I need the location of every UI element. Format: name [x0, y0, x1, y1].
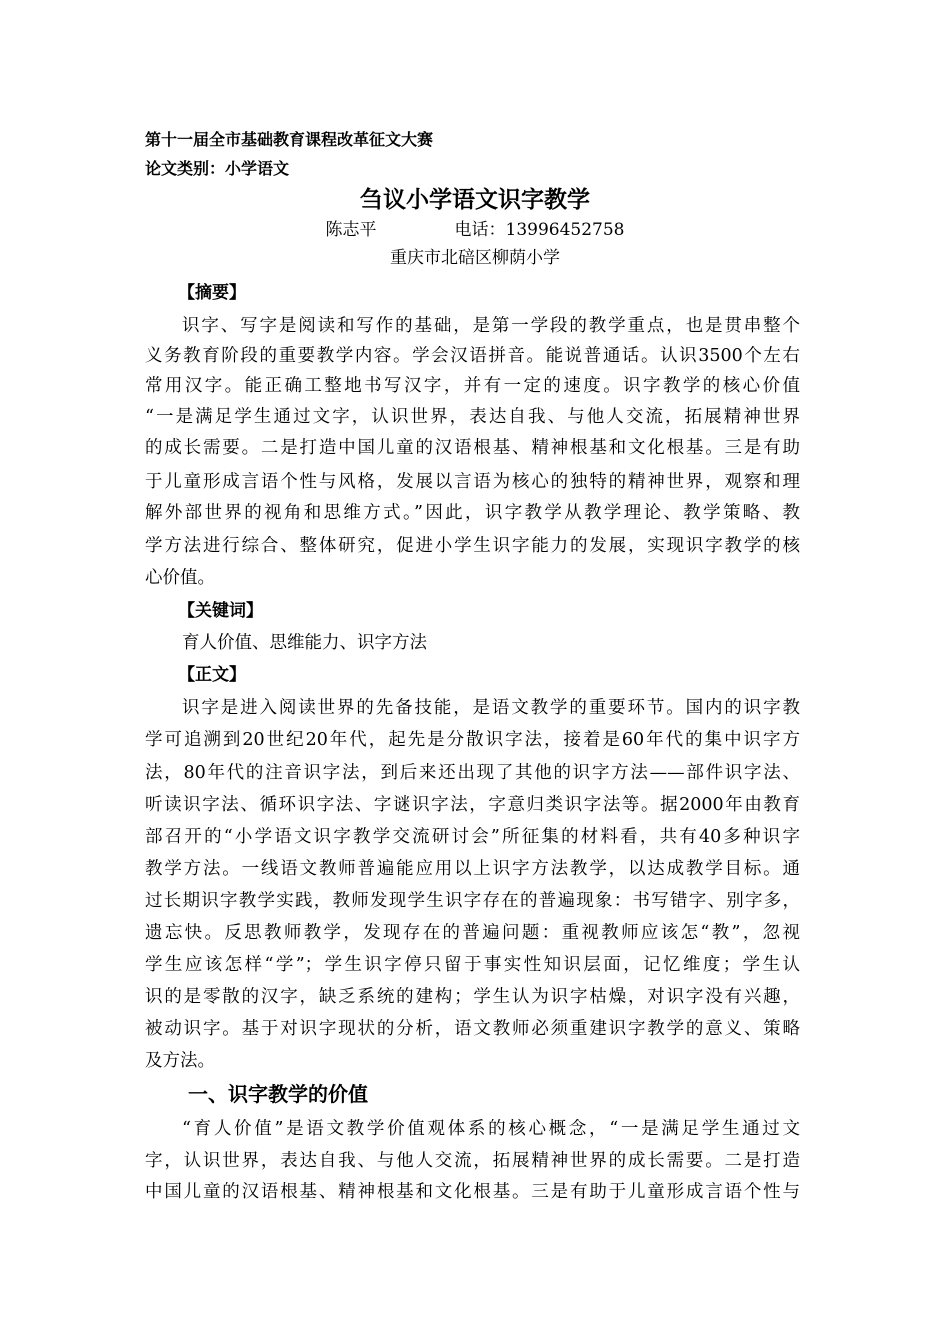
- keywords-text: 育人价值、思维能力、识字方法: [182, 633, 427, 653]
- body-line: 学生应该怎样“学”；学生识字停只留于事实性知识层面，记忆维度；学生认: [145, 955, 800, 975]
- abstract-label: 【摘要】: [178, 283, 246, 303]
- body-line: 法，80年代的注音识字法，到后来还出现了其他的识字方法——部件识字法、: [145, 763, 800, 783]
- body-line: 听读识字法、循环识字法、字谜识字法，字意归类识字法等。据2000年由教育: [145, 795, 800, 815]
- abstract-line: 解外部世界的视角和思维方式。”因此，识字教学从教学理论、教学策略、教: [145, 503, 800, 523]
- author-phone: 电话：13996452758: [454, 220, 625, 240]
- body-line: 识的是零散的汉字，缺乏系统的建构；学生认为识字枯燥，对识字没有兴趣，: [145, 987, 800, 1007]
- paper-category: 论文类别：小学语文: [145, 159, 290, 178]
- body-line: 及方法。: [145, 1051, 215, 1071]
- paper-title: 刍议小学语文识字教学: [360, 187, 590, 213]
- body-label: 【正文】: [178, 665, 246, 685]
- section-heading: 一、识字教学的价值: [188, 1082, 368, 1106]
- body-line: 过长期识字教学实践，教师发现学生识字存在的普遍现象：书写错字、别字多，: [145, 891, 800, 911]
- abstract-line: 义务教育阶段的重要教学内容。学会汉语拼音。能说普通话。认识3500个左右: [145, 346, 800, 366]
- body-line: 识字是进入阅读世界的先备技能，是语文教学的重要环节。国内的识字教: [182, 698, 800, 718]
- abstract-line: 心价值。: [145, 568, 215, 588]
- section-line: 字，认识世界，表达自我、与他人交流，拓展精神世界的成长需要。二是打造: [145, 1151, 800, 1171]
- author-school: 重庆市北碚区柳荫小学: [390, 248, 560, 268]
- section-line: 中国儿童的汉语根基、精神根基和文化根基。三是有助于儿童形成言语个性与: [145, 1182, 800, 1202]
- body-line: 学可追溯到20世纪20年代，起先是分散识字法，接着是60年代的集中识字方: [145, 730, 800, 750]
- body-line: 教学方法。一线语文教师普遍能应用以上识字方法教学，以达成教学目标。通: [145, 859, 800, 879]
- abstract-line: 的成长需要。二是打造中国儿童的汉语根基、精神根基和文化根基。三是有助: [145, 438, 800, 458]
- author-name: 陈志平: [325, 220, 377, 240]
- keywords-label: 【关键词】: [178, 601, 263, 621]
- section-line: “育人价值”是语文教学价值观体系的核心概念，“一是满足学生通过文: [182, 1119, 800, 1139]
- body-line: 遗忘快。反思教师教学，发现存在的普遍问题：重视教师应该怎“教”，忽视: [145, 923, 800, 943]
- abstract-line: 常用汉字。能正确工整地书写汉字，并有一定的速度。识字教学的核心价值: [145, 376, 800, 396]
- body-line: 被动识字。基于对识字现状的分析，语文教师必须重建识字教学的意义、策略: [145, 1019, 800, 1039]
- abstract-line: 于儿童形成言语个性与风格，发展以言语为核心的独特的精神世界，观察和理: [145, 472, 800, 492]
- author-line: [0, 218, 950, 242]
- abstract-line: 学方法进行综合、整体研究，促进小学生识字能力的发展，实现识字教学的核: [145, 536, 800, 556]
- abstract-line: “一是满足学生通过文字，认识世界，表达自我、与他人交流，拓展精神世界: [145, 407, 800, 427]
- contest-title: 第十一届全市基础教育课程改革征文大赛: [145, 130, 434, 149]
- abstract-line: 识字、写字是阅读和写作的基础，是第一学段的教学重点，也是贯串整个: [182, 316, 800, 336]
- body-line: 部召开的“小学语文识字教学交流研讨会”所征集的材料看，共有40多种识字: [145, 827, 800, 847]
